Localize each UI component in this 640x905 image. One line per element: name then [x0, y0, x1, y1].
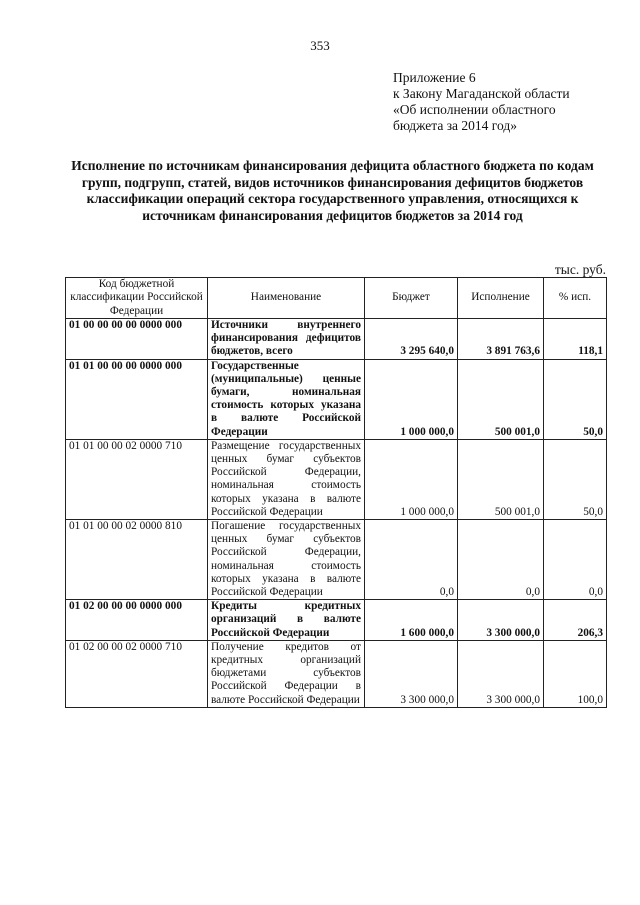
- table-header-row: [66, 278, 607, 319]
- sources-table: [65, 277, 607, 708]
- cell-code: 01 01 00 00 02 0000 710: [66, 439, 208, 519]
- cell-execution: 3 300 000,0: [458, 640, 544, 707]
- cell-name: Погашение государственных ценных бумаг субъектов Российской Федерации, номинальная стоимость которых указана в валюте Российской Федерации: [208, 520, 365, 600]
- cell-code: 01 02 00 00 02 0000 710: [66, 640, 208, 707]
- cell-name: Получение кредитов от кредитных организаций бюджетами субъектов Российской Федерации в валюте Российской Федерации: [208, 640, 365, 707]
- table-row: [66, 439, 607, 519]
- cell-percent: 50,0: [544, 359, 607, 439]
- cell-budget: 3 300 000,0: [365, 640, 458, 707]
- appendix-note: [393, 70, 570, 134]
- table-row: [66, 319, 607, 360]
- cell-percent: 118,1: [544, 319, 607, 360]
- header-code: Код бюджетной классификации Российской Федерации: [66, 278, 208, 319]
- cell-budget: 3 295 640,0: [365, 319, 458, 360]
- appendix-line: Приложение 6: [393, 70, 476, 85]
- table-row: [66, 600, 607, 641]
- cell-execution: 3 891 763,6: [458, 319, 544, 360]
- cell-percent: 50,0: [544, 439, 607, 519]
- cell-code: 01 01 00 00 02 0000 810: [66, 520, 208, 600]
- appendix-line: бюджета за 2014 год»: [393, 118, 517, 133]
- cell-name: Кредиты кредитных организаций в валюте Российской Федерации: [208, 600, 365, 641]
- header-name: Наименование: [208, 278, 365, 319]
- cell-budget: 1 000 000,0: [365, 359, 458, 439]
- header-execution: Исполнение: [458, 278, 544, 319]
- cell-budget: 0,0: [365, 520, 458, 600]
- cell-name: Источники внутреннего финансирования дефицитов бюджетов, всего: [208, 319, 365, 360]
- cell-execution: 500 001,0: [458, 359, 544, 439]
- cell-execution: 500 001,0: [458, 439, 544, 519]
- cell-percent: 0,0: [544, 520, 607, 600]
- cell-code: 01 01 00 00 00 0000 000: [66, 359, 208, 439]
- cell-code: 01 02 00 00 00 0000 000: [66, 600, 208, 641]
- table-row: [66, 640, 607, 707]
- table-row: [66, 359, 607, 439]
- cell-name: Государственные (муниципальные) ценные бумаги, номинальная стоимость которых указана в валюте Российской Федерации: [208, 359, 365, 439]
- document-title: Исполнение по источникам финансирования дефицита областного бюджета по кодам групп, подгрупп, статей, видов источников финансирования дефицитов бюджетов классификации операций сектора государственного управления, относящихся к источникам финансирования дефицитов бюджетов за 2014 год: [71, 158, 594, 223]
- cell-execution: 0,0: [458, 520, 544, 600]
- cell-percent: 100,0: [544, 640, 607, 707]
- table-row: [66, 520, 607, 600]
- appendix-line: «Об исполнении областного: [393, 102, 556, 117]
- cell-execution: 3 300 000,0: [458, 600, 544, 641]
- units-label: тыс. руб.: [554, 262, 606, 277]
- cell-name: Размещение государственных ценных бумаг субъектов Российской Федерации, номинальная стоимость которых указана в валюте Российской Федерации: [208, 439, 365, 519]
- page-number: 353: [310, 38, 330, 53]
- cell-percent: 206,3: [544, 600, 607, 641]
- appendix-line: к Закону Магаданской области: [393, 86, 570, 101]
- cell-budget: 1 600 000,0: [365, 600, 458, 641]
- cell-budget: 1 000 000,0: [365, 439, 458, 519]
- header-percent: % исп.: [544, 278, 607, 319]
- cell-code: 01 00 00 00 00 0000 000: [66, 319, 208, 360]
- table-body: [66, 319, 607, 708]
- header-budget: Бюджет: [365, 278, 458, 319]
